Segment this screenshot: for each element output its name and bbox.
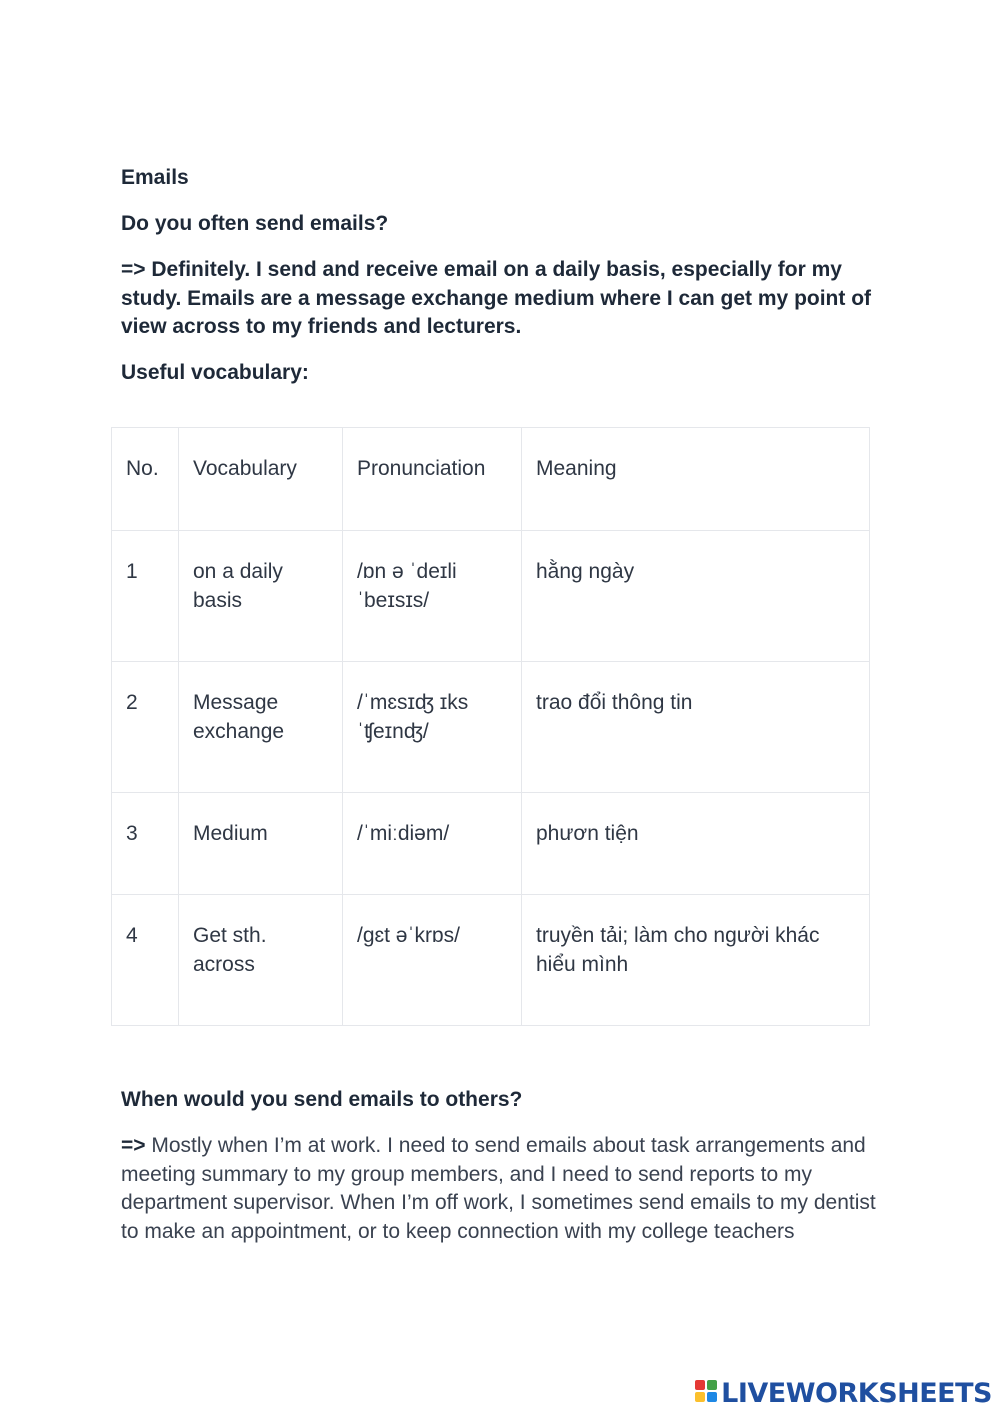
table-row — [112, 793, 870, 895]
header-no: No. — [112, 428, 179, 531]
cell-vocabulary: on a daily basis — [179, 531, 343, 662]
cell-pronunciation: /ɒn ə ˈdeɪli ˈbeɪsɪs/ — [343, 531, 522, 662]
vocabulary-table — [111, 427, 870, 1026]
cell-vocabulary: Get sth. across — [179, 895, 343, 1026]
cell-meaning: trao đổi thông tin — [522, 662, 870, 793]
section-title: Emails — [121, 166, 189, 189]
header-meaning: Meaning — [522, 428, 870, 531]
vocab-label: Useful vocabulary: — [121, 361, 309, 384]
header-vocabulary: Vocabulary — [179, 428, 343, 531]
cell-no: 4 — [112, 895, 179, 1026]
cell-pronunciation: /ˈmɛsɪʤ ɪksˈʧeɪnʤ/ — [343, 662, 522, 793]
answer-1 — [121, 256, 891, 342]
header-pronunciation: Pronunciation — [343, 428, 522, 531]
cell-vocabulary: Message exchange — [179, 662, 343, 793]
logo-text: LIVEWORKSHEETS — [721, 1377, 992, 1409]
answer-1-text: Definitely. I send and receive email on a daily basis, especially for my study. Emails are a message exchange medium where I can get my point of view across to my friends and lecturers. — [121, 258, 872, 338]
cell-pronunciation: /gɛt əˈkrɒs/ — [343, 895, 522, 1026]
cell-no: 1 — [112, 531, 179, 662]
table-row — [112, 531, 870, 662]
table-row — [112, 895, 870, 1026]
cell-meaning: truyền tải; làm cho người khác hiểu mình — [522, 895, 870, 1026]
cell-meaning: phươn tiện — [522, 793, 870, 895]
answer-2 — [121, 1132, 891, 1246]
liveworksheets-logo — [695, 1375, 992, 1411]
answer-2-arrow: => — [121, 1134, 146, 1157]
table-header-row — [112, 428, 870, 531]
table-row — [112, 662, 870, 793]
cell-pronunciation: /ˈmiːdiəm/ — [343, 793, 522, 895]
cell-no: 2 — [112, 662, 179, 793]
question-1: Do you often send emails? — [121, 212, 389, 235]
cell-meaning: hằng ngày — [522, 531, 870, 662]
logo-mark-icon — [695, 1380, 719, 1406]
cell-no: 3 — [112, 793, 179, 895]
question-2: When would you send emails to others? — [121, 1088, 523, 1111]
answer-1-arrow: => — [121, 258, 146, 281]
cell-vocabulary: Medium — [179, 793, 343, 895]
answer-2-text: Mostly when I’m at work. I need to send emails about task arrangements and meeting summary to my group members, and I need to send reports to my department supervisor. When I’m off work, I sometimes send emails to my dentist to make an appointment, or to keep connection with my college teachers — [121, 1134, 876, 1243]
